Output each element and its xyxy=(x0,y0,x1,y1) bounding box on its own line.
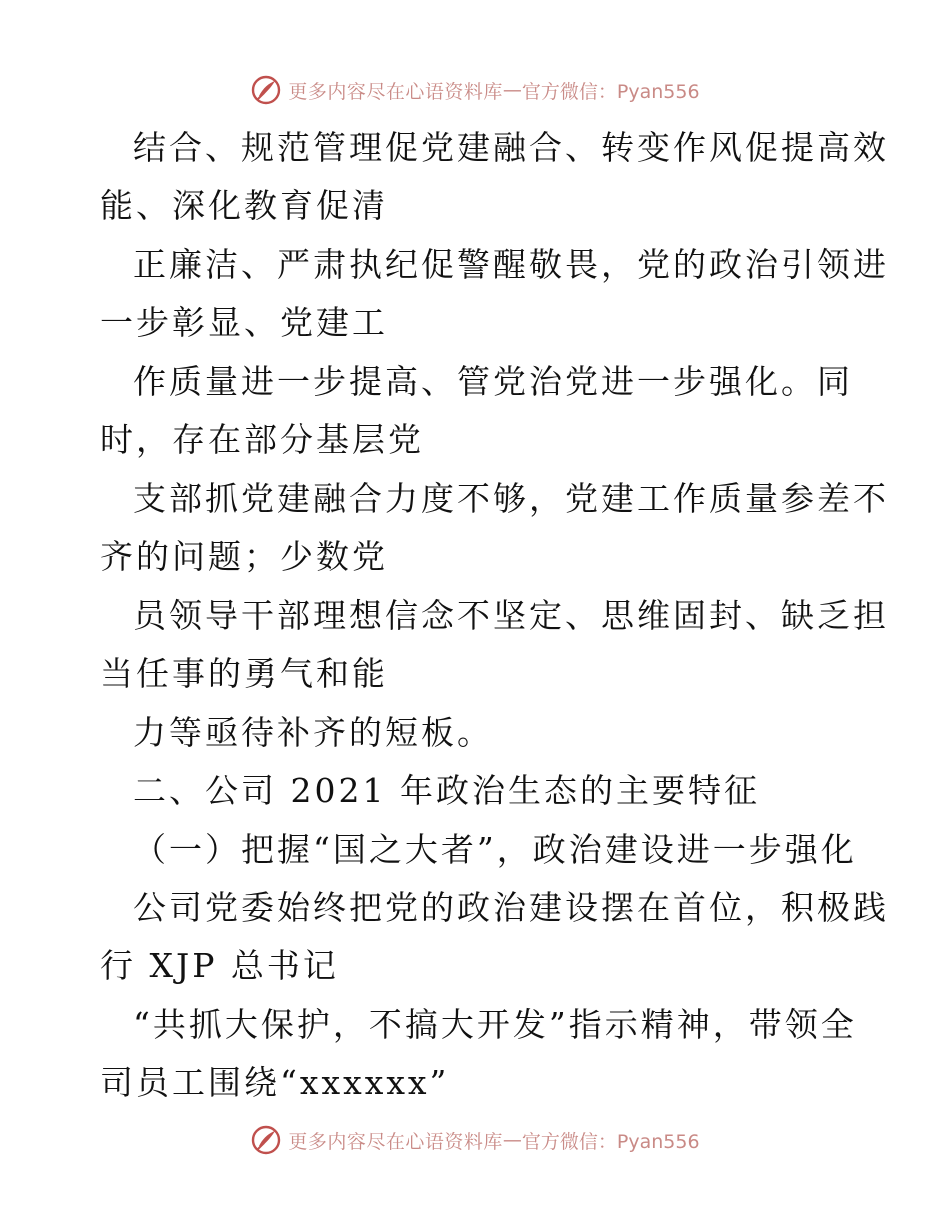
text-line-3: 正廉洁、严肃执纪促警醒敬畏，党的政治引领进 xyxy=(133,245,889,284)
section-heading: 二、公司 2021 年政治生态的主要特征 xyxy=(133,771,760,810)
text-line-4: 一步彰显、党建工 xyxy=(100,303,388,342)
quill-pen-logo-icon xyxy=(250,74,282,106)
text-line-2: 能、深化教育促清 xyxy=(100,186,388,225)
watermark-dash: — xyxy=(502,1129,522,1151)
text-line-9: 员领导干部理想信念不坚定、思维固封、缺乏担 xyxy=(133,596,889,635)
text-line-17: 司员工围绕“xxxxxx” xyxy=(100,1063,450,1102)
text-line-16: “共抓大保护，不搞大开发”指示精神，带领全 xyxy=(133,1005,857,1044)
text-line-6: 时，存在部分基层党 xyxy=(100,420,424,459)
text-line-8: 齐的问题；少数党 xyxy=(100,537,388,576)
watermark-contact: 官方微信：Pyan556 xyxy=(521,80,700,103)
subsection-heading: （一）把握“国之大者”，政治建设进一步强化 xyxy=(133,830,857,869)
text-line-11: 力等亟待补齐的短板。 xyxy=(133,713,493,752)
watermark-text: 更多内容尽在心语资料库 xyxy=(288,80,503,103)
footer-watermark xyxy=(0,1120,950,1160)
watermark-dash: — xyxy=(502,79,522,101)
text-line-5: 作质量进一步提高、管党治党进一步强化。同 xyxy=(133,362,853,401)
text-line-10: 当任事的勇气和能 xyxy=(100,654,388,693)
header-watermark xyxy=(0,70,950,110)
quill-pen-logo-icon xyxy=(250,1124,282,1156)
watermark-text: 更多内容尽在心语资料库 xyxy=(288,1130,503,1153)
watermark-contact: 官方微信：Pyan556 xyxy=(521,1130,700,1153)
text-line-1: 结合、规范管理促党建融合、转变作风促提高效 xyxy=(133,128,889,167)
text-line-7: 支部抓党建融合力度不够，党建工作质量参差不 xyxy=(133,479,889,518)
text-line-14: 公司党委始终把党的政治建设摆在首位，积极践 xyxy=(133,888,889,927)
text-line-15: 行 XJP 总书记 xyxy=(100,946,339,985)
